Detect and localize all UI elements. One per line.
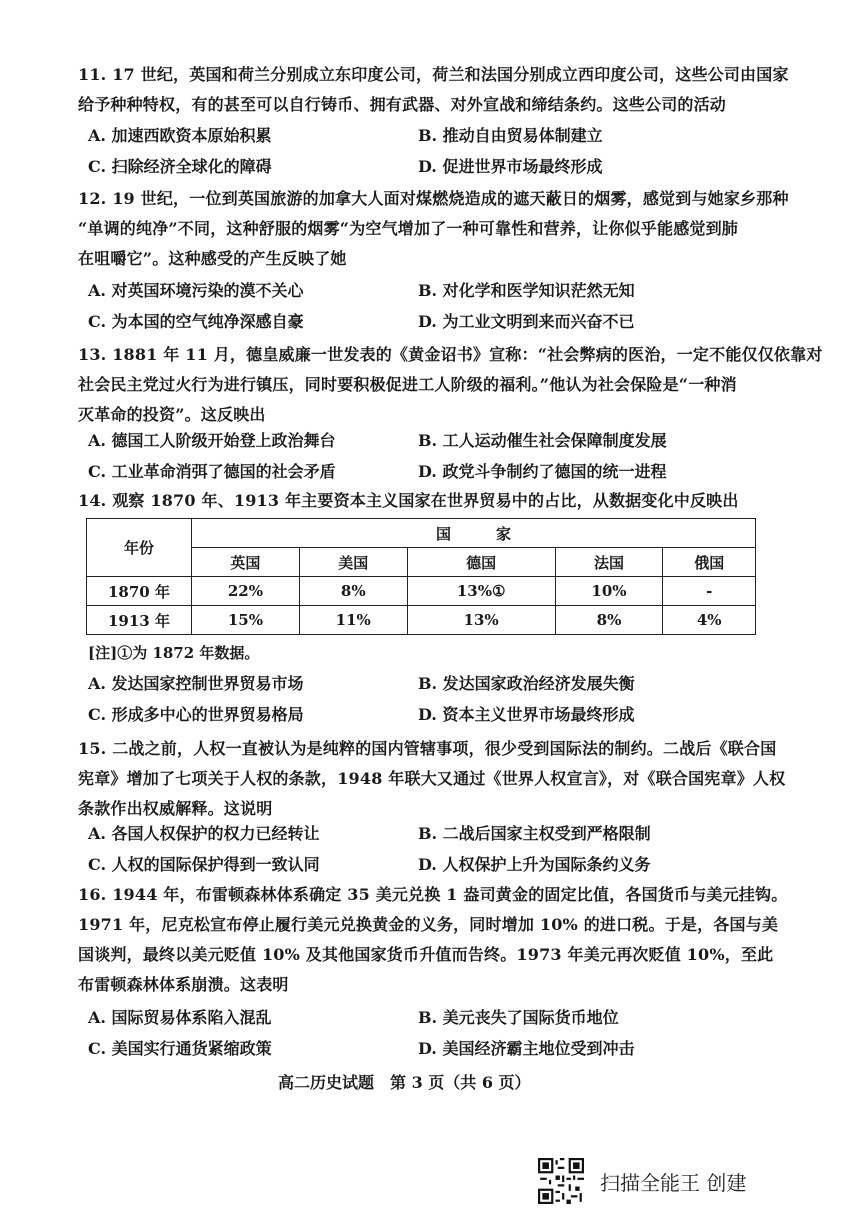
country-col-ru: 俄国 [663, 548, 756, 577]
option-c: C. 为本国的空气纯净深感自豪 [88, 312, 304, 331]
cell-value: 13% [407, 606, 555, 635]
table-row [87, 577, 756, 606]
question-16-line-1: 16. 1944 年，布雷顿森林体系确定 35 美元兑换 1 盎司黄金的固定比值，各国货币与美元挂钩。 [78, 885, 788, 904]
question-14-options [88, 668, 768, 730]
cell-value: 8% [299, 577, 407, 606]
question-12-line-3: 在咀嚼它”。这种感受的产生反映了她 [78, 249, 347, 268]
question-16 [78, 880, 788, 1000]
question-12-options [88, 275, 768, 337]
country-col-uk: 英国 [192, 548, 300, 577]
question-13-options [88, 425, 768, 487]
question-14-line-1: 14. 观察 1870 年、1913 年主要资本主义国家在世界贸易中的占比，从数据变化中反映出 [78, 491, 739, 510]
question-12 [78, 184, 789, 274]
cell-value: 4% [663, 606, 756, 635]
question-11-line-2: 给予种种特权，有的甚至可以自行铸币、拥有武器、对外宣战和缔结条约。这些公司的活动 [78, 95, 727, 114]
cell-value: - [663, 577, 756, 606]
scanner-label: 扫描全能王 创建 [600, 1170, 747, 1195]
option-c: C. 扫除经济全球化的障碍 [88, 157, 272, 176]
option-a: A. 国际贸易体系陷入混乱 [88, 1008, 272, 1027]
option-b: B. 发达国家政治经济发展失衡 [418, 674, 635, 693]
country-col-de: 德国 [407, 548, 555, 577]
year-header: 年份 [87, 519, 192, 577]
country-col-us: 美国 [299, 548, 407, 577]
table-row [87, 606, 756, 635]
option-c: C. 美国实行通货紧缩政策 [88, 1039, 272, 1058]
option-b: B. 对化学和医学知识茫然无知 [418, 281, 635, 300]
question-12-line-1: 12. 19 世纪，一位到英国旅游的加拿大人面对煤燃烧造成的遮天蔽日的烟雾，感觉到与她家乡那种 [78, 189, 789, 208]
question-13-line-2: 社会民主党过火行为进行镇压，同时要积极促进工人阶级的福利。”他认为社会保险是“一种消 [78, 375, 737, 394]
question-15 [78, 734, 786, 824]
option-b: B. 推动自由贸易体制建立 [418, 126, 603, 145]
table-note: [注]①为 1872 年数据。 [88, 644, 260, 662]
scanner-watermark [538, 1158, 746, 1204]
cell-value: 13%① [407, 577, 555, 606]
option-a: A. 各国人权保护的权力已经转让 [88, 824, 320, 843]
question-15-options [88, 818, 768, 880]
country-header: 国 家 [192, 519, 756, 548]
cell-value: 8% [555, 606, 663, 635]
option-b: B. 二战后国家主权受到严格限制 [418, 824, 651, 843]
page-footer: 高二历史试题 第 3 页（共 6 页） [278, 1073, 531, 1092]
option-d: D. 人权保护上升为国际条约义务 [418, 855, 651, 874]
question-14 [78, 486, 768, 516]
question-11-line-1: 11. 17 世纪，英国和荷兰分别成立东印度公司，荷兰和法国分别成立西印度公司，这些公司由国家 [78, 65, 789, 84]
cell-value: 22% [192, 577, 300, 606]
question-12-line-2: “单调的纯净”不同，这种舒服的烟雾“为空气增加了一种可靠性和营养，让你似乎能感觉到肺 [78, 219, 739, 238]
country-col-fr: 法国 [555, 548, 663, 577]
row-year: 1870 年 [87, 577, 192, 606]
option-c: C. 工业革命消弭了德国的社会矛盾 [88, 462, 336, 481]
option-a: A. 发达国家控制世界贸易市场 [88, 674, 304, 693]
trade-share-table [86, 518, 756, 635]
question-13 [78, 340, 823, 430]
option-a: A. 德国工人阶级开始登上政治舞台 [88, 431, 336, 450]
question-16-options [88, 1002, 768, 1064]
cell-value: 11% [299, 606, 407, 635]
row-year: 1913 年 [87, 606, 192, 635]
question-11 [78, 60, 789, 120]
option-c: C. 形成多中心的世界贸易格局 [88, 705, 304, 724]
question-16-line-3: 国谈判，最终以美元贬值 10% 及其他国家货币升值而告终。1973 年美元再次贬值 10%，至此 [78, 945, 774, 964]
question-16-line-4: 布雷顿森林体系崩溃。这表明 [78, 975, 289, 994]
option-d: D. 政党斗争制约了德国的统一进程 [418, 462, 667, 481]
cell-value: 15% [192, 606, 300, 635]
option-d: D. 促进世界市场最终形成 [418, 157, 603, 176]
question-16-line-2: 1971 年，尼克松宣布停止履行美元兑换黄金的义务，同时增加 10% 的进口税。于是，各国与美 [78, 915, 779, 934]
option-a: A. 加速西欧资本原始积累 [88, 126, 272, 145]
option-c: C. 人权的国际保护得到一致认同 [88, 855, 320, 874]
option-b: B. 美元丧失了国际货币地位 [418, 1008, 619, 1027]
qr-code-icon [538, 1158, 584, 1204]
question-13-line-3: 灭革命的投资”。这反映出 [78, 405, 266, 424]
cell-value: 10% [555, 577, 663, 606]
question-13-line-1: 13. 1881 年 11 月，德皇威廉一世发表的《黄金诏书》宣称：“社会弊病的医治，一定不能仅仅依靠对 [78, 345, 823, 364]
question-15-line-3: 条款作出权威解释。这说明 [78, 799, 273, 818]
question-15-line-2: 宪章》增加了七项关于人权的条款，1948 年联大又通过《世界人权宣言》，对《联合国宪章》人权 [78, 769, 786, 788]
option-d: D. 资本主义世界市场最终形成 [418, 705, 635, 724]
question-11-options [88, 120, 768, 182]
option-b: B. 工人运动催生社会保障制度发展 [418, 431, 667, 450]
option-d: D. 为工业文明到来而兴奋不已 [418, 312, 635, 331]
option-d: D. 美国经济霸主地位受到冲击 [418, 1039, 635, 1058]
option-a: A. 对英国环境污染的漠不关心 [88, 281, 304, 300]
question-15-line-1: 15. 二战之前，人权一直被认为是纯粹的国内管辖事项，很少受到国际法的制约。二战后《联合国 [78, 739, 777, 758]
